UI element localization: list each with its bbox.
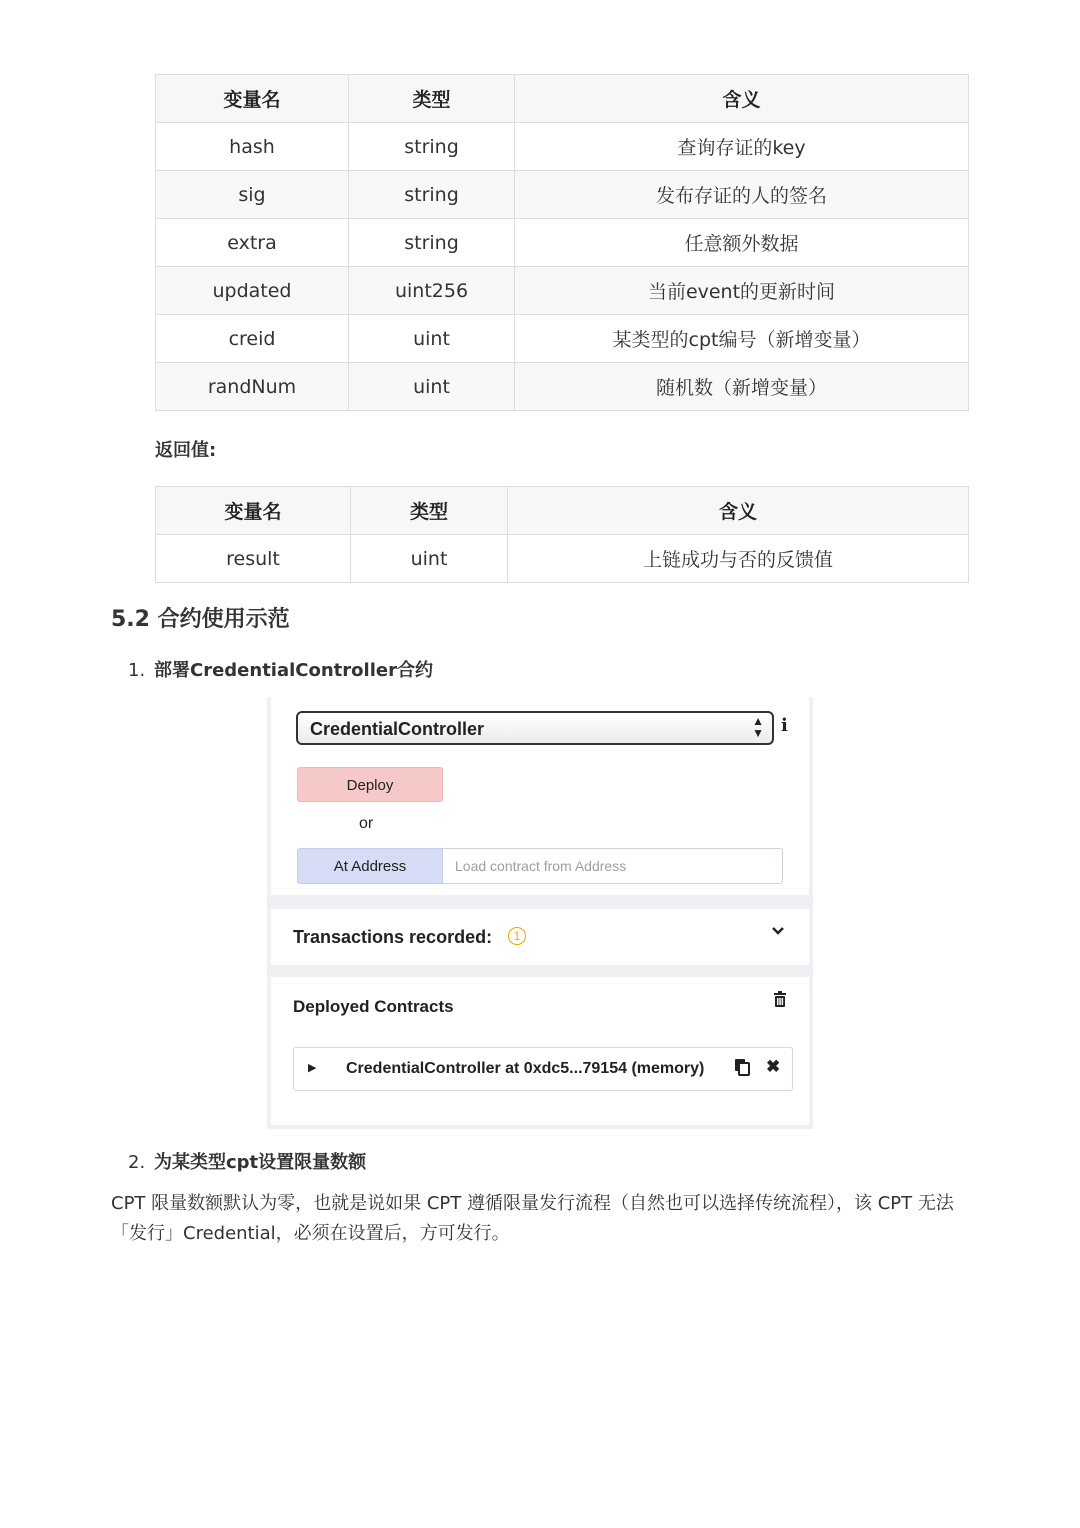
table-header-row — [156, 487, 969, 535]
table-cell: uint256 — [349, 267, 515, 315]
table-cell: randNum — [156, 363, 349, 411]
table-cell: string — [349, 123, 515, 171]
deploy-button[interactable]: Deploy — [297, 767, 443, 802]
table-cell: extra — [156, 219, 349, 267]
chevron-down-icon[interactable] — [771, 923, 785, 941]
transactions-panel[interactable] — [271, 909, 809, 965]
return-value-label: 返回值: — [155, 440, 217, 461]
table-row — [156, 535, 969, 583]
list-item-text: 部署CredentialController合约 — [154, 660, 433, 681]
table-cell: string — [349, 171, 515, 219]
select-arrows-icon: ▲ ▼ — [752, 714, 764, 740]
contract-select[interactable] — [296, 711, 774, 745]
info-icon[interactable]: i — [781, 715, 788, 736]
list-number: 1. — [128, 660, 146, 681]
table-cell: 查询存证的key — [515, 123, 969, 171]
table-cell: sig — [156, 171, 349, 219]
table-cell: creid — [156, 315, 349, 363]
table-row — [156, 267, 969, 315]
remix-deploy-screenshot — [267, 697, 813, 1129]
body-paragraph: CPT 限量数额默认为零，也就是说如果 CPT 遵循限量发行流程（自然也可以选择传统流程），该 CPT 无法「发行」Credential，必须在设置后，方可发行。 — [111, 1193, 954, 1244]
table-cell: 随机数（新增变量） — [515, 363, 969, 411]
table-cell: string — [349, 219, 515, 267]
table-cell: 任意额外数据 — [515, 219, 969, 267]
table-cell: 当前event的更新时间 — [515, 267, 969, 315]
column-header: 类型 — [351, 487, 508, 535]
table-cell: uint — [349, 363, 515, 411]
list-item — [128, 656, 433, 682]
table-header-row — [156, 75, 969, 123]
list-number: 2. — [128, 1152, 146, 1173]
at-address-button[interactable]: At Address — [297, 848, 443, 884]
transactions-count-badge: 1 — [508, 927, 526, 945]
table-cell: uint — [351, 535, 508, 583]
return-value-table — [155, 486, 969, 583]
contract-select-value: CredentialController — [310, 719, 485, 739]
address-input[interactable]: Load contract from Address — [443, 848, 783, 884]
deployed-contract-item[interactable] — [293, 1047, 793, 1091]
deployed-contract-name: CredentialController at 0xdc5...79154 (memory) — [346, 1060, 705, 1077]
column-header: 类型 — [349, 75, 515, 123]
column-header: 变量名 — [156, 487, 351, 535]
column-header: 变量名 — [156, 75, 349, 123]
deployed-contracts-panel — [271, 977, 809, 1125]
expand-caret-icon[interactable]: ▶ — [308, 1062, 317, 1074]
copy-icon[interactable] — [734, 1058, 750, 1081]
list-item-text: 为某类型cpt设置限量数额 — [154, 1152, 367, 1173]
table-cell: result — [156, 535, 351, 583]
list-item — [128, 1148, 366, 1174]
deployed-contracts-label: Deployed Contracts — [293, 997, 454, 1016]
close-icon[interactable]: ✖ — [766, 1057, 781, 1076]
column-header: 含义 — [515, 75, 969, 123]
table-cell: 上链成功与否的反馈值 — [508, 535, 969, 583]
trash-icon[interactable] — [773, 991, 787, 1012]
parameters-table — [155, 74, 969, 411]
deploy-panel — [271, 697, 809, 895]
column-header: 含义 — [508, 487, 969, 535]
section-heading: 5.2 合约使用示范 — [111, 607, 290, 632]
table-cell: uint — [349, 315, 515, 363]
or-label: or — [359, 815, 374, 832]
table-row — [156, 171, 969, 219]
transactions-label: Transactions recorded: — [293, 927, 493, 947]
table-cell: updated — [156, 267, 349, 315]
table-cell: 发布存证的人的签名 — [515, 171, 969, 219]
table-cell: hash — [156, 123, 349, 171]
table-row — [156, 123, 969, 171]
table-row — [156, 315, 969, 363]
table-row — [156, 219, 969, 267]
table-cell: 某类型的cpt编号（新增变量） — [515, 315, 969, 363]
table-row — [156, 363, 969, 411]
